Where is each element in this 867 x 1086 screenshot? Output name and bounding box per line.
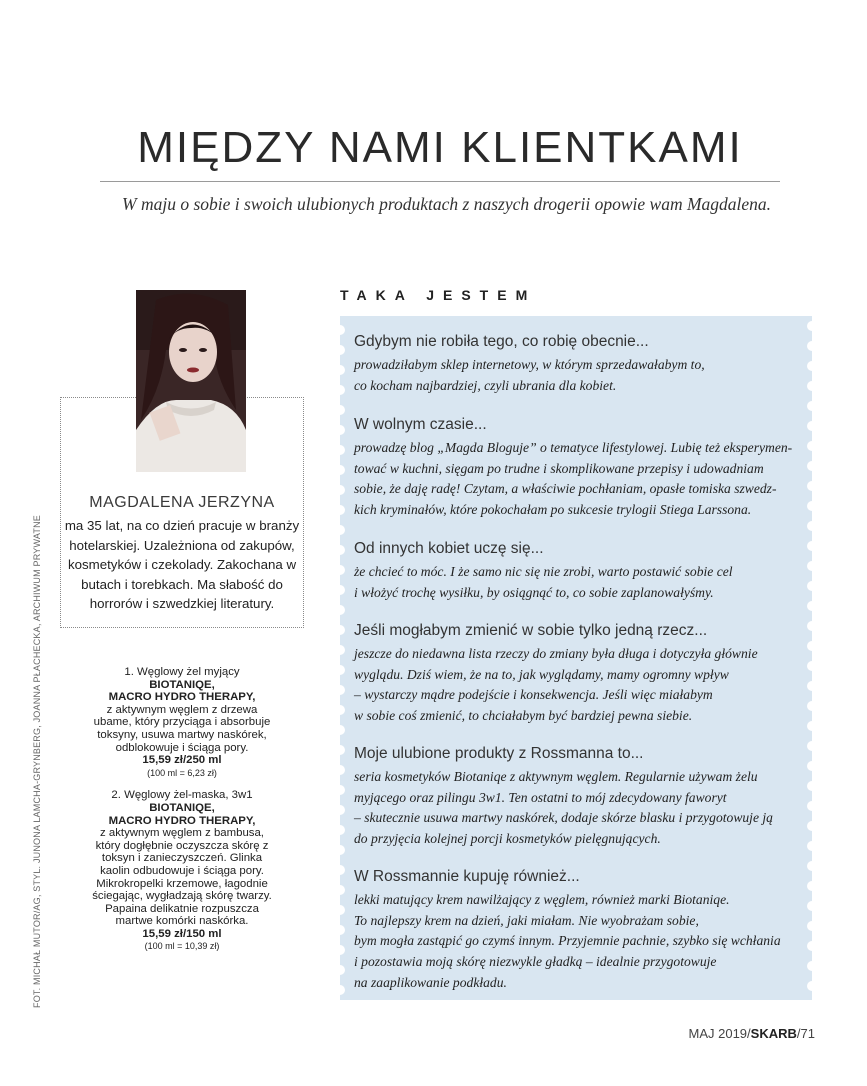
photo-credit: FOT. MICHAŁ MUTOR/AG, STYL. JUNONA LAMCHA-GRYNBERG, JOANNA PŁACHECKA, ARCHIWUM PRYWATNE xyxy=(32,515,42,1008)
profile-name: MAGDALENA JERZYNA xyxy=(89,494,275,511)
qa-answer: lekki matujący krem nawilżający z węglem, również marki Biotaniqe. To najlepszy krem na dzień, jaki miałam. Nie wyobrażam sobie, bym mogła zastąpić go czymś innym. Przyjemnie pachnie, szybko się wchłania i pozostawia moją skórę niezwykle gładką – idealnie przygotowuje na zaaplikowanie podkładu. xyxy=(354,892,781,990)
product-intro: 2. Węglowy żel-maska, 3w1 xyxy=(111,789,253,802)
qa-item xyxy=(354,745,794,850)
qa-answer: prowadziłabym sklep internetowy, w którym sprzedawałabym to, co kocham najbardziej, czyli ubrania dla kobiet. xyxy=(354,357,705,393)
product-brand: BIOTANIQE, xyxy=(149,801,215,814)
section-heading: TAKA JESTEM xyxy=(340,287,537,303)
profile-description: ma 35 lat, na co dzień pracuje w branży hotelarskiej. Uzależniona od zakupów, kosmetyków i czekolady. Zakochana w butach i torebkach. Ma słabość do horrorów i szwedzkiej literatury. xyxy=(64,518,300,611)
qa-item xyxy=(354,333,794,396)
qa-question: W wolnym czasie... xyxy=(354,416,487,433)
footer-separator: / xyxy=(747,1026,751,1041)
page-subtitle: W maju o sobie i swoich ulubionych produktach z naszych drogerii opowie wam Magdalena. xyxy=(122,194,772,214)
product-price: 15,59 zł/150 ml xyxy=(142,927,222,940)
qa-item xyxy=(354,416,794,521)
product-unit-price: (100 ml = 6,23 zł) xyxy=(147,767,217,778)
footer-brand: SKARB xyxy=(750,1026,797,1041)
page-footer xyxy=(689,1026,816,1041)
qa-question: Od innych kobiet uczę się... xyxy=(354,540,544,557)
qa-answer: seria kosmetyków Biotaniqe z aktywnym węglem. Regularnie używam żelu myjącego oraz pilingu 3w1. Ten ostatni to mój zdecydowany faworyt – skutecznie usuwa martwy naskórek, dodaje skórze blasku i przygotowuje ją do przyjęcia kolejnej porcji kosmetyków pielęgnujących. xyxy=(354,769,773,847)
qa-item xyxy=(354,540,794,603)
qa-question: Jeśli mogłabym zmienić w sobie tylko jedną rzecz... xyxy=(354,622,708,639)
qa-question: W Rossmannie kupuję również... xyxy=(354,868,580,885)
title-divider xyxy=(100,181,780,182)
product-list xyxy=(92,666,272,963)
footer-issue: MAJ 2019 xyxy=(688,1026,748,1041)
product-line: MACRO HYDRO THERAPY, xyxy=(108,691,256,704)
qa-answer: że chcieć to móc. I że samo nic się nie zrobi, warto postawić sobie cel i włożyć trochę wysiłku, by osiągnąć to, co sobie zaplanowałyśmy. xyxy=(354,564,733,600)
product-price: 15,59 zł/250 ml xyxy=(142,754,222,767)
product-unit-price: (100 ml = 10,39 zł) xyxy=(144,941,220,952)
product-body: z aktywnym węglem z drzewa ubame, który przyciąga i absorbuje toksyny, usuwa martwy naskórek, odblokowuje i ściąga pory. xyxy=(93,703,271,754)
qa-question: Gdybym nie robiła tego, co robię obecnie... xyxy=(354,333,649,350)
qa-item xyxy=(354,868,794,994)
page-title: MIĘDZY NAMI KLIENTKAMI xyxy=(137,123,743,172)
product-intro: 1. Węglowy żel myjący xyxy=(124,666,240,678)
profile-photo xyxy=(136,290,246,472)
qa-item xyxy=(354,622,794,727)
product-line: MACRO HYDRO THERAPY, xyxy=(108,814,256,827)
qa-answer: jeszcze do niedawna lista rzeczy do zmiany była długa i dotyczyła głównie wyglądu. Dziś wiem, że na to, jak wyglądamy, mamy ogromny wpływ – wystarczy mądre podejście i konsekwencja. Jeśli więc miałabym w sobie coś zmienić, to chciałabym być bardziej pewna siebie. xyxy=(354,646,758,724)
product-item xyxy=(92,666,272,779)
product-body: z aktywnym węglem z bambusa, który dogłębnie oczyszcza skórę z toksyn i zanieczyszczeń. Glinka kaolin odbudowuje i ściąga pory. Mikrokropelki krzemowe, łagodnie ściegając, wygładzają skórę twarzy. Papaina delikatnie rozpuszcza martwe komórki naskórka. xyxy=(92,827,272,928)
footer-separator: / xyxy=(796,1026,801,1041)
product-item xyxy=(92,789,272,953)
qa-question: Moje ulubione produkty z Rossmanna to... xyxy=(354,745,644,762)
product-brand: BIOTANIQE, xyxy=(149,678,215,691)
qa-answer: prowadzę blog „Magda Bloguje” o tematyce lifestylowej. Lubię też eksperymen- tować w kuchni, sięgam po trudne i skomplikowane przepisy i udowadniam sobie, że daję radę! Czytam, a właściwie pochłaniam, opasłe tomiska szwedz- kich kryminałów, które pokochałam po sukcesie trylogii Stiega Larssona. xyxy=(354,440,793,518)
footer-page-number: 71 xyxy=(800,1026,815,1041)
